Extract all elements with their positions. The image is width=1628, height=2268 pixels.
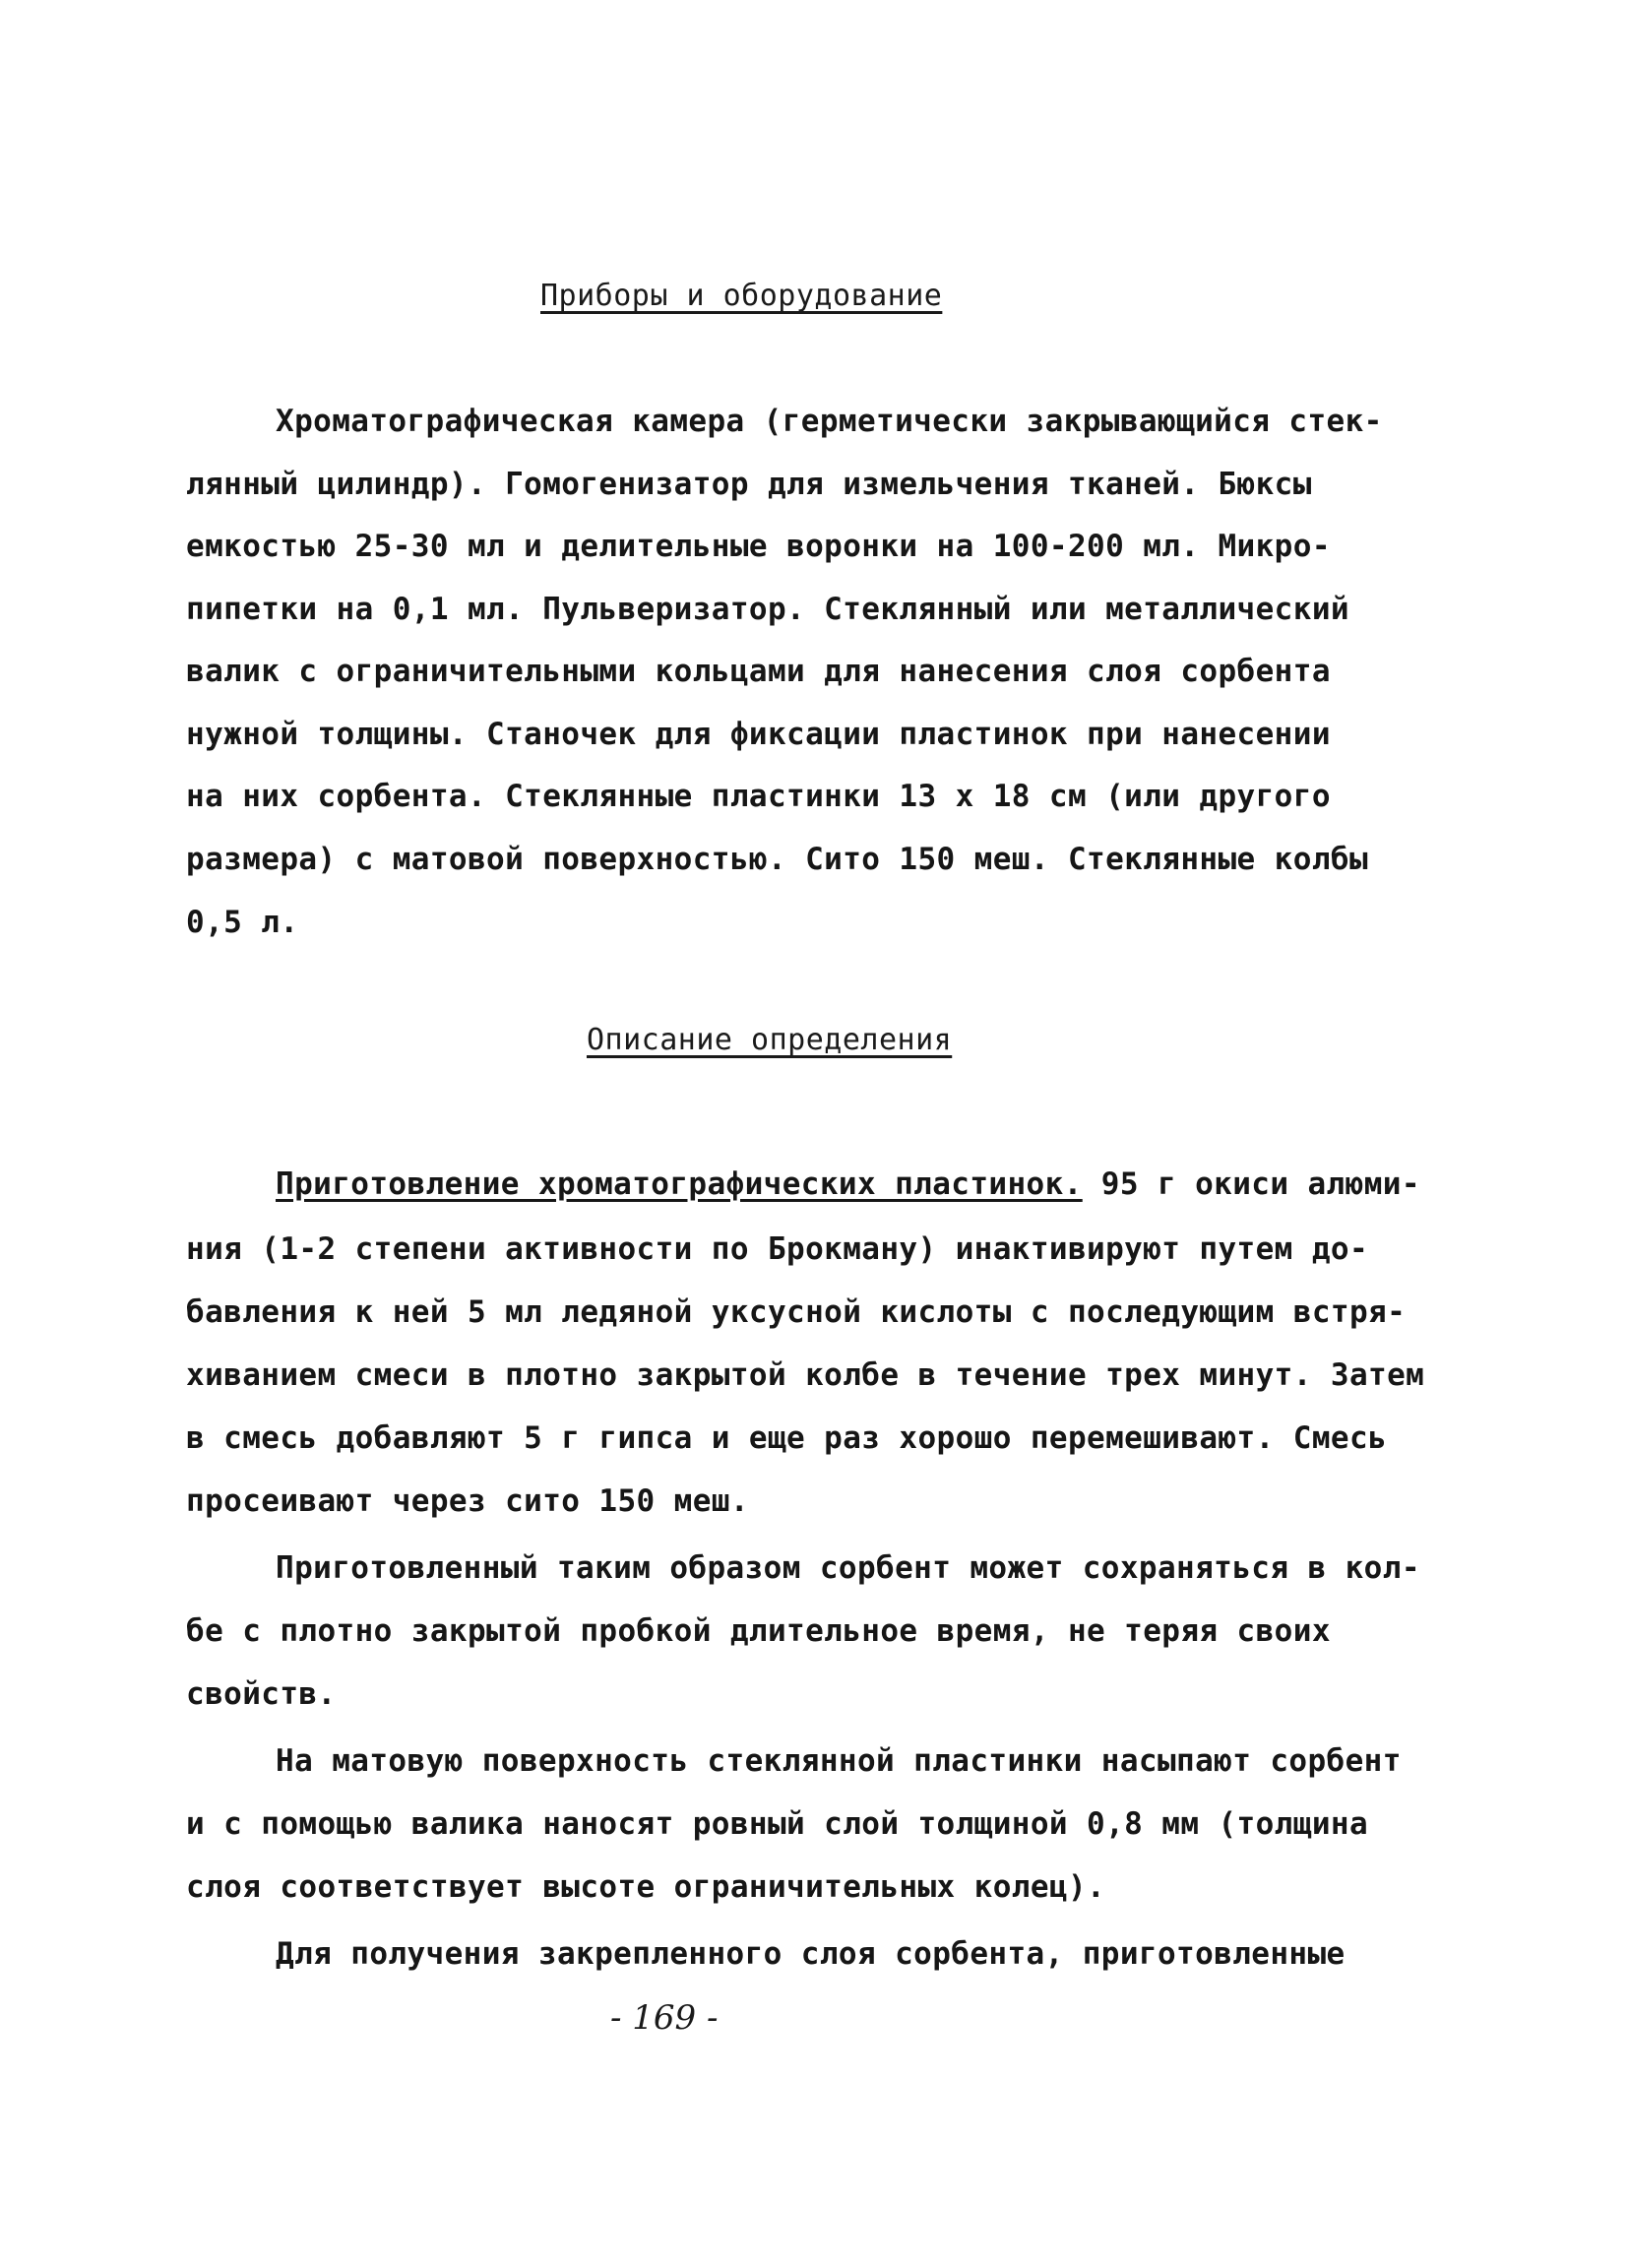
- page-number: - 169 -: [610, 1998, 719, 2038]
- text-line: ния (1-2 степени активности по Брокману) инактивируют путем до-: [186, 1231, 1369, 1267]
- text-line: просеивают через сито 150 меш.: [186, 1483, 749, 1519]
- paragraph-title: Приготовление хроматографических пластинок.: [276, 1166, 1083, 1202]
- text-line: валик с ограничительными кольцами для нанесения слоя сорбента: [186, 654, 1331, 689]
- text-line: на них сорбента. Стеклянные пластинки 13 х 18 см (или другого: [186, 779, 1331, 814]
- section-heading-description: Описание определения: [587, 1023, 953, 1057]
- text-line: нужной толщины. Станочек для фиксации пластинок при нанесении: [186, 717, 1331, 752]
- text-line: пипетки на 0,1 мл. Пульверизатор. Стеклянный или металлический: [186, 592, 1349, 627]
- text-line: размера) с матовой поверхностью. Сито 150 меш. Стеклянные колбы: [186, 842, 1369, 877]
- text-line: в смесь добавляют 5 г гипса и еще раз хорошо перемешивают. Смесь: [186, 1420, 1388, 1456]
- paragraph-first-line: [276, 1166, 1420, 1202]
- text-line: и с помощью валика наносят ровный слой толщиной 0,8 мм (толщина: [186, 1806, 1369, 1842]
- text-line: слоя соответствует высоте ограничительных колец).: [186, 1869, 1106, 1905]
- text-line: Хроматографическая камера (герметически закрывающийся стек-: [276, 404, 1383, 439]
- text-line: лянный цилиндр). Гомогенизатор для измельчения тканей. Бюксы: [186, 467, 1312, 502]
- text-line: свойств.: [186, 1676, 337, 1712]
- text-line: Для получения закрепленного слоя сорбента, приготовленные: [276, 1936, 1346, 1972]
- text-line: бе с плотно закрытой пробкой длительное время, не теряя своих: [186, 1613, 1331, 1649]
- paragraph-text: 95 г окиси алюми-: [1082, 1166, 1420, 1202]
- text-line: На матовую поверхность стеклянной пластинки насыпают сорбент: [276, 1743, 1402, 1779]
- text-line: хиванием смеси в плотно закрытой колбе в течение трех минут. Затем: [186, 1357, 1425, 1393]
- text-line: 0,5 л.: [186, 905, 299, 940]
- text-line: емкостью 25-30 мл и делительные воронки на 100-200 мл. Микро-: [186, 529, 1331, 564]
- text-line: бавления к ней 5 мл ледяной уксусной кислоты с последующим встря-: [186, 1294, 1407, 1330]
- text-line: Приготовленный таким образом сорбент может сохраняться в кол-: [276, 1550, 1420, 1586]
- section-heading-equipment: Приборы и оборудование: [540, 279, 943, 313]
